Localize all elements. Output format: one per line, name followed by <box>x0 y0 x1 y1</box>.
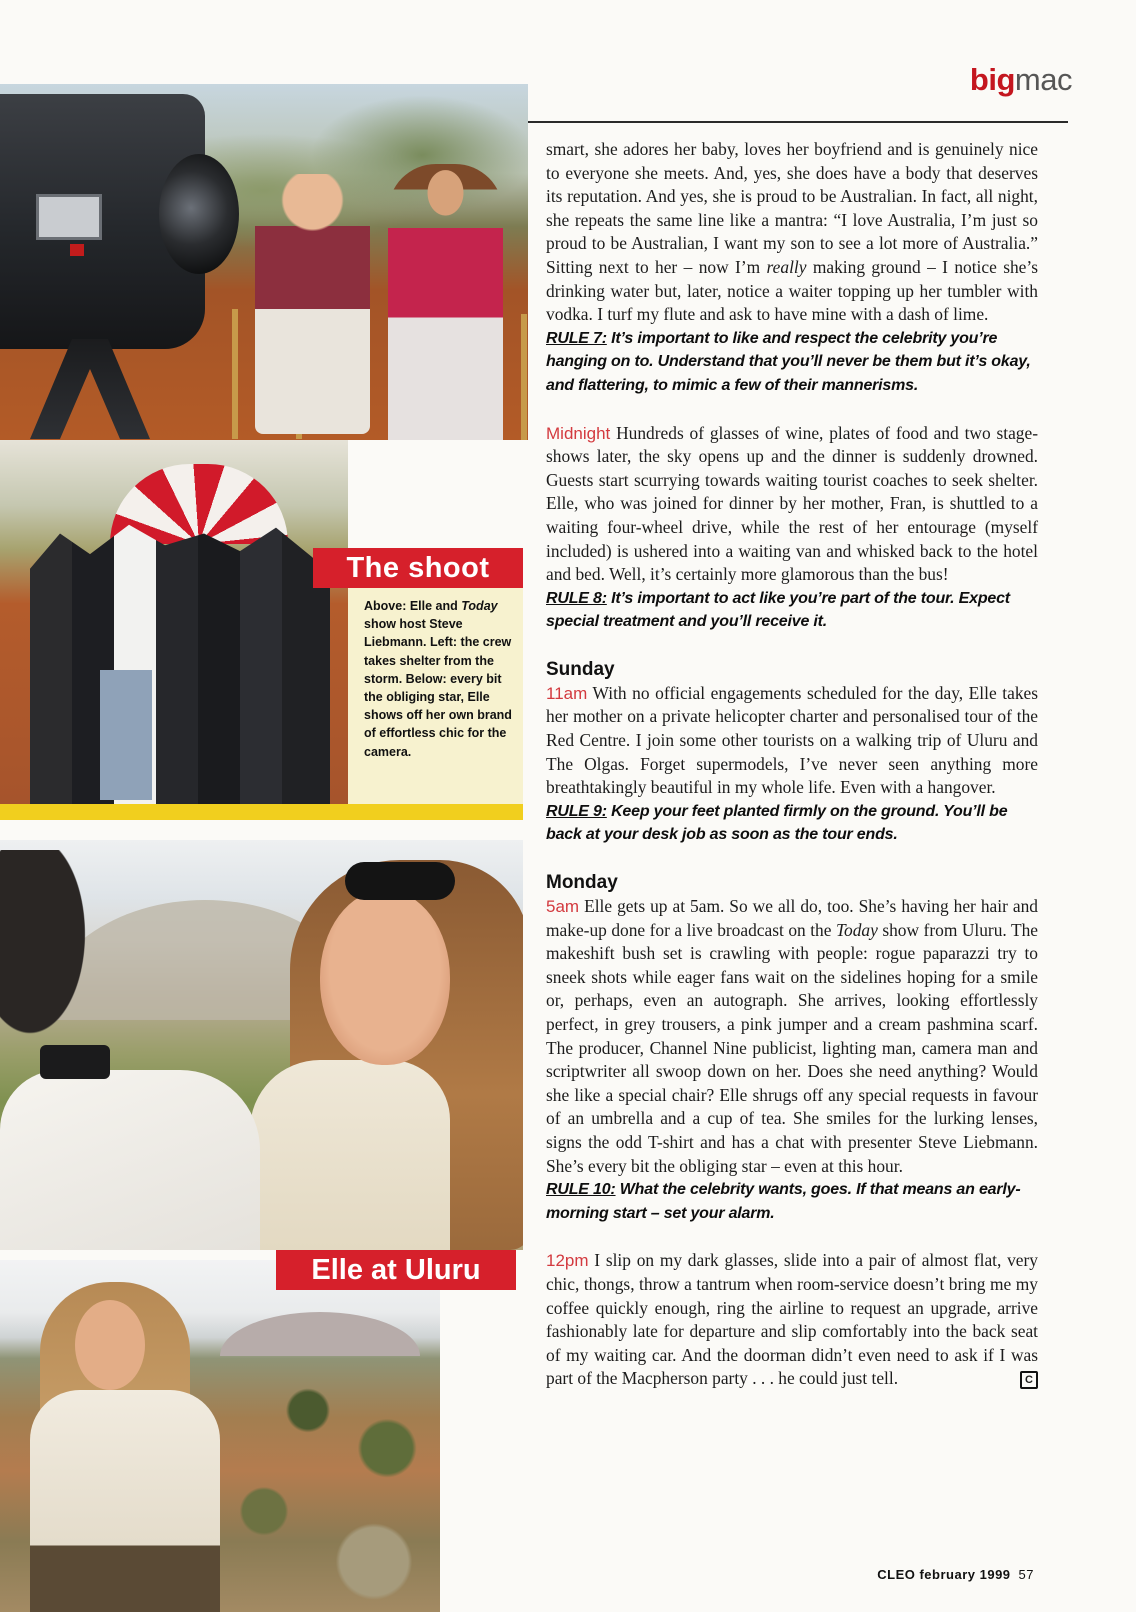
host-figure <box>255 174 370 434</box>
photo-interview-with-camera <box>0 84 528 440</box>
camera-panel <box>36 194 102 240</box>
crew-member-jeans <box>100 670 152 800</box>
shoot-caption: Above: Elle and Today show host Steve Liebmann. Left: the crew takes shelter from the storm. Below: every bit the obliging star, Elle shows off her own brand of effortless chic for the camera. <box>364 599 512 759</box>
header-rule <box>528 121 1068 123</box>
paragraph: 5am Elle gets up at 5am. So we all do, too. She’s having her hair and make-up done for a live broadcast on the Today show from Uluru. The makeshift bush set is crawling with people: rogue paparazzi try to sneek shots while eager fans wait on the sidelines hoping for a smile or, perhaps, even an autograph. She arrives, looking effortlessly perfect, in grey trousers, a pink jumper and a cream pashmina scarf. The producer, Channel Nine publicist, lighting man, camera man and scriptwriter all swoop down on her. Does she need anything? Would she like a special chair? Elle shrugs off any special requests in favour of an umbrella and a cup of tea. She smiles for the lurking lenses, signs the odd T-shirt and has a chat with presenter Steve Liebmann. She’s every bit the obliging star – even at this hour. <box>546 896 1038 1176</box>
photo-elle-standing <box>0 1260 440 1612</box>
page-number: 57 <box>1018 1567 1034 1582</box>
yellow-accent-bar <box>0 804 523 820</box>
rule-10: RULE 10: What the celebrity wants, goes. If that means an early-morning start – set your alarm. <box>546 1181 1021 1222</box>
tv-camera <box>0 94 205 349</box>
end-mark-icon: C <box>1020 1371 1038 1389</box>
rule-8: RULE 8: It’s important to act like you’re part of the tour. Expect special treatment and you’ll receive it. <box>546 589 1010 631</box>
magazine-issue: CLEO february 1999 <box>877 1567 1011 1582</box>
shoot-label: The shoot <box>313 548 523 588</box>
camera-light <box>70 244 84 256</box>
day-heading: Monday <box>546 872 618 894</box>
photo-elle-smiling <box>0 840 523 1250</box>
elle-jacket <box>250 1060 450 1250</box>
photographer-shoulder <box>0 1070 260 1250</box>
crew-group <box>30 510 330 804</box>
tripod <box>30 339 150 439</box>
paragraph: 12pm I slip on my dark glasses, slide into a pair of almost flat, very chic, thongs, throw a tantrum when room-service doesn’t bring me my coffee quickly enough, ring the airline to request an upgrade, arrive fashionably late for departure and slip comfortably into the back seat of my waiting car. And the doorman didn’t even need to ask if I was part of the Macpherson party . . . he could just tell. C <box>546 1250 1038 1389</box>
paragraph: 11am With no official engagements scheduled for the day, Elle takes her mother on a private helicopter charter and personalised tour of the Red Centre. I join some other tourists on a walking trip of Uluru and The Olgas. Forget supermodels, I’ve never seen anything more breathtakingly beautiful in my whole life. Even with a hangover. <box>546 682 1038 798</box>
sunglasses <box>345 862 455 900</box>
elle-face <box>320 890 450 1065</box>
photographer-camera <box>40 1045 110 1079</box>
time-stamp: 12pm <box>546 1251 589 1271</box>
article-body <box>546 138 1038 1391</box>
uluru-distant <box>220 1312 420 1356</box>
page-footer <box>877 1567 1034 1582</box>
photo-crew-umbrella <box>0 440 348 804</box>
time-stamp: Midnight <box>546 423 611 443</box>
rule-7: RULE 7: It’s important to like and respect the celebrity you’re hanging on to. Understand that you’ll never be them but it’s okay, and flattering, to mimic a few of their mannerisms. <box>546 329 1031 394</box>
paragraph: Midnight Hundreds of glasses of wine, plates of food and two stage-shows later, the sky opens up and the dinner is suddenly drowned. Guests start scurrying towards waiting tourist coaches to seek shelter. Elle, who was joined for dinner by her mother, Fran, is shuttled to a waiting four-wheel drive, while the rest of her entourage (myself included) is ushered into a waiting van and whisked back to the hotel and bed. Well, it’s certainly more glamorous than the bus! <box>546 422 1038 585</box>
rule-9: RULE 9: Keep your feet planted firmly on the ground. You’ll be back at your desk job as soon as the tour ends. <box>546 802 1008 844</box>
photographer-head <box>0 850 100 1060</box>
time-stamp: 5am <box>546 897 580 917</box>
camera-lens <box>159 154 239 274</box>
time-stamp: 11am <box>546 683 588 703</box>
elle-face-standing <box>75 1300 145 1390</box>
paragraph: smart, she adores her baby, loves her boyfriend and is genuinely nice to everyone she meets. And, yes, she does have a body that deserves its reputation. And yes, she is proud to be Australian. In fact, all night, she repeats the same line like a mantra: “I love Australia, I’m just so proud to be Australian, I want my son to see a lot more of Australia.” Sitting next to her – now I’m really making ground – I notice she’s drinking water but, later, notice a waiter topping up her tumbler with vodka. I turf my flute and ask to have mine with a dash of lime. <box>546 139 1038 325</box>
day-heading: Sunday <box>546 658 615 680</box>
section-brand: bigmac <box>969 62 1072 97</box>
elle-body-standing <box>30 1390 220 1612</box>
uluru-label: Elle at Uluru <box>276 1250 516 1290</box>
elle-figure <box>388 164 503 440</box>
